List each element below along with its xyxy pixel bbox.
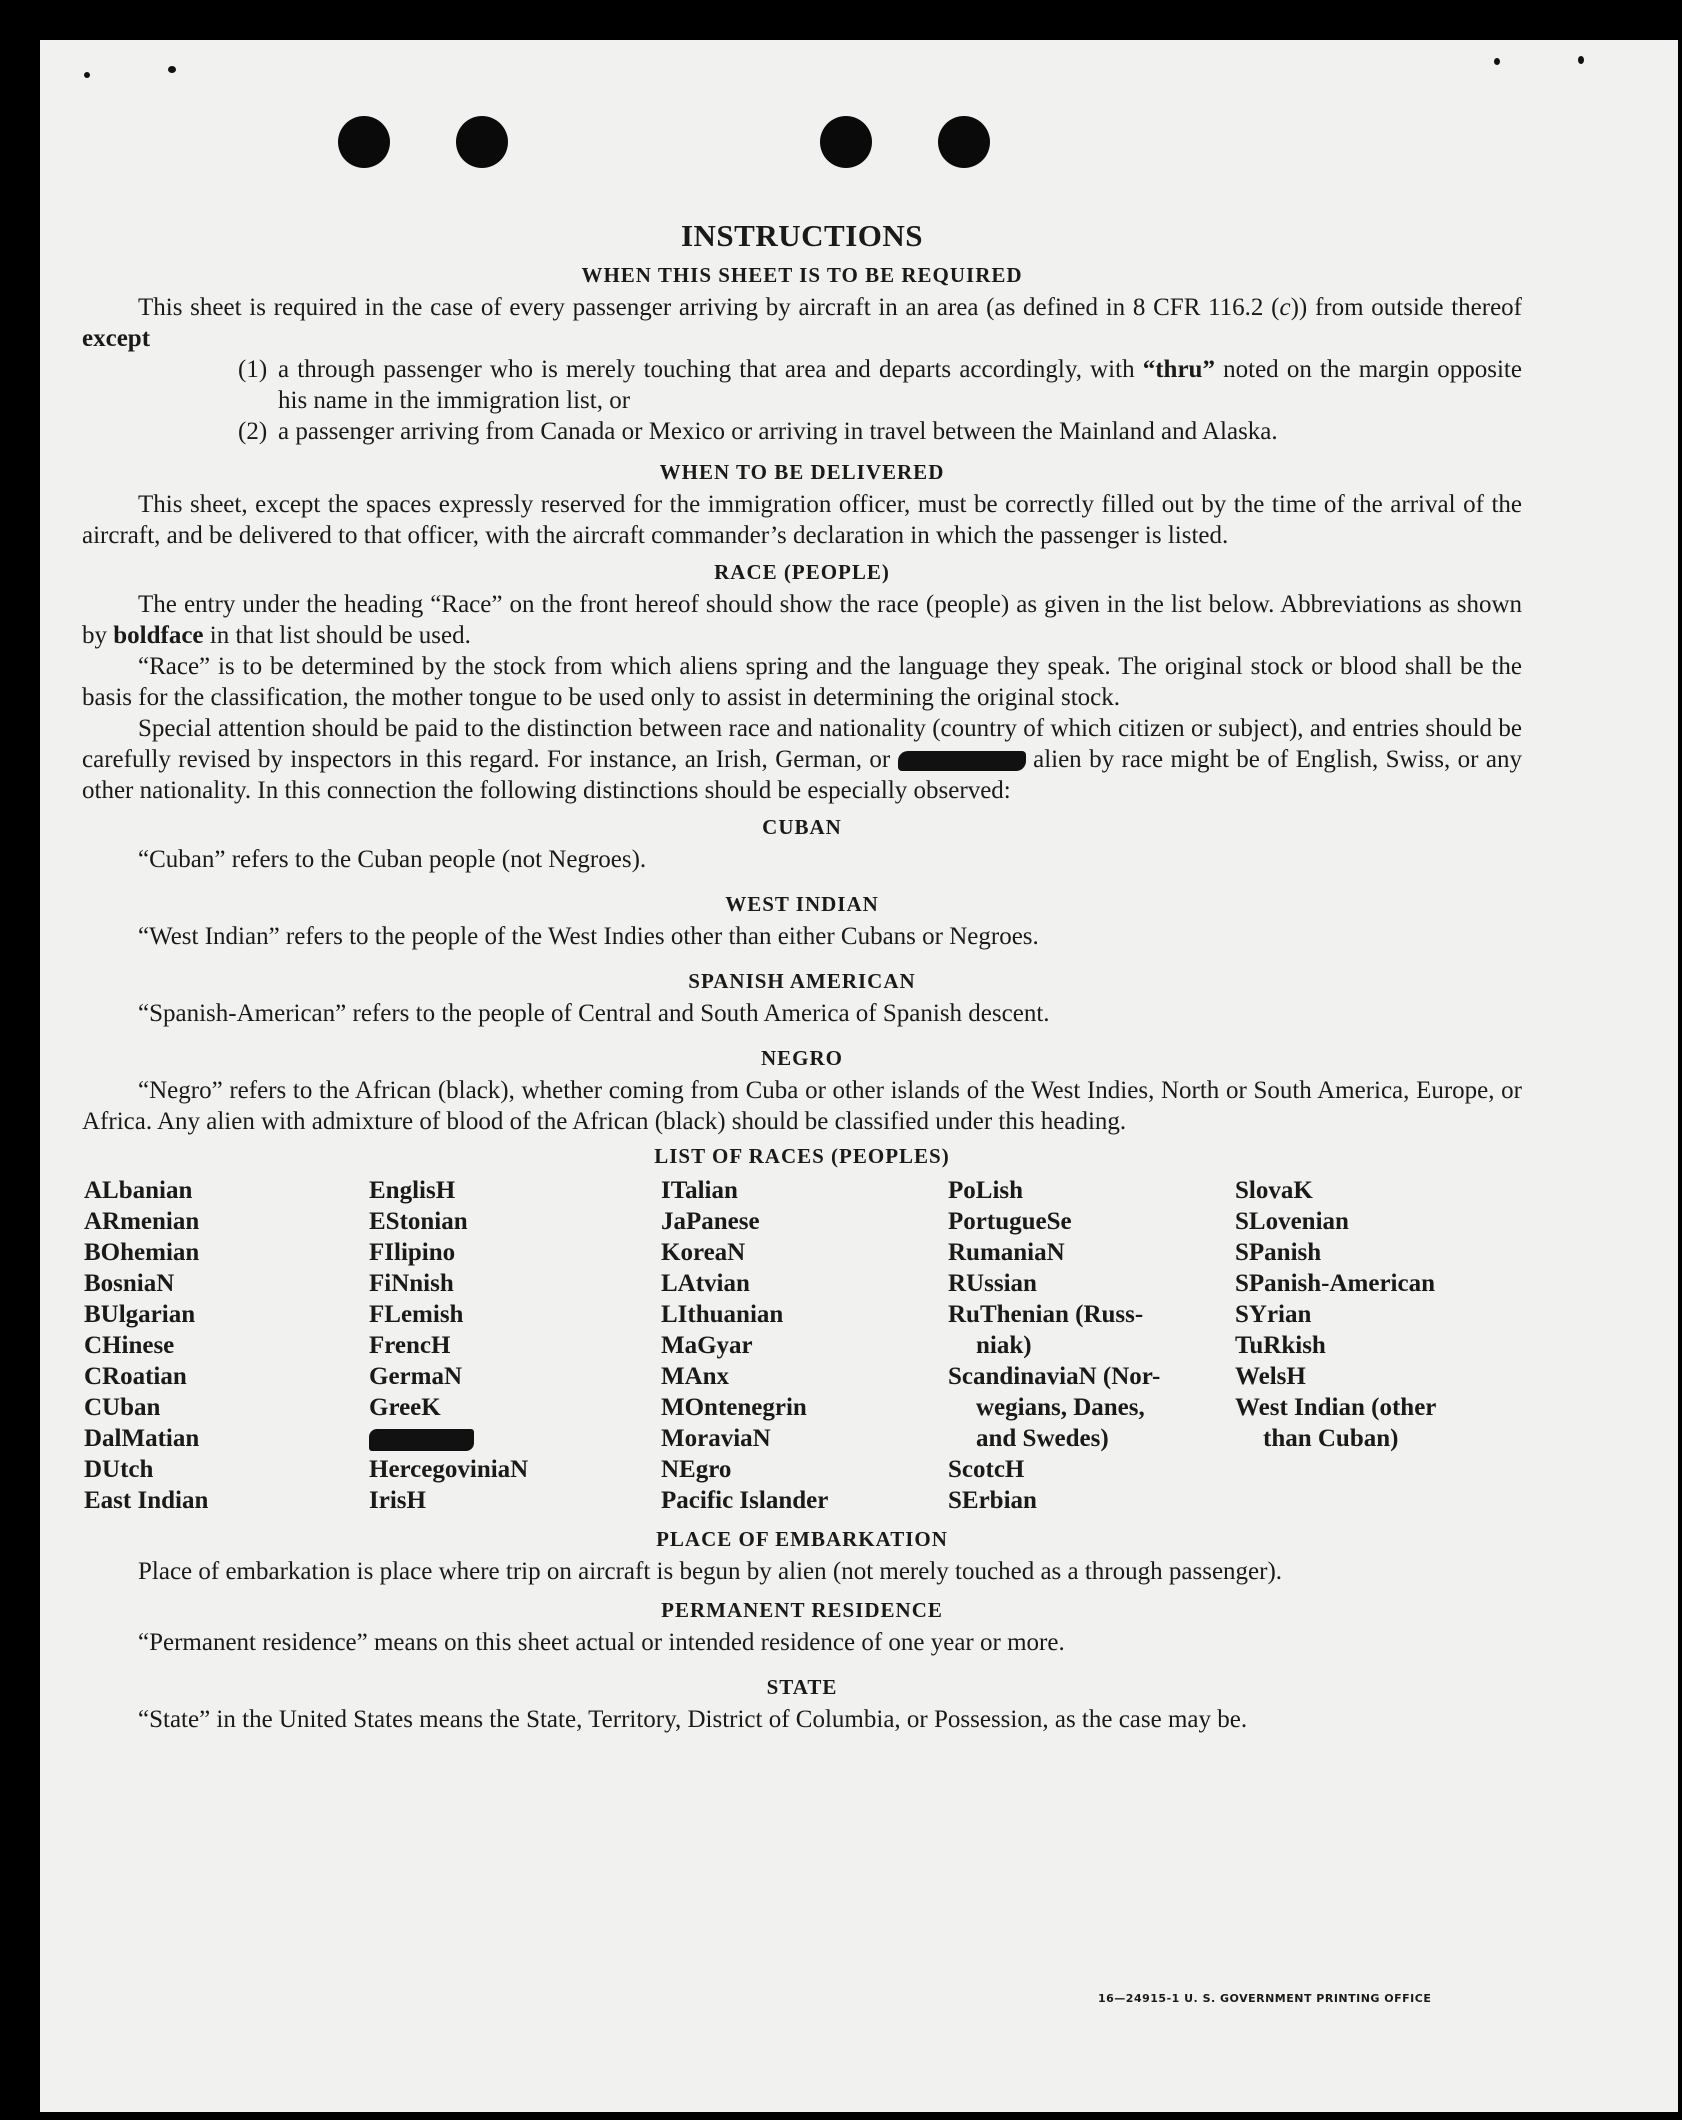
race-entry: CHinese <box>84 1332 175 1359</box>
race-entry: WelsH <box>1235 1363 1306 1390</box>
race-entry: and Swedes) <box>976 1425 1109 1452</box>
race-entry: TuRkish <box>1235 1332 1326 1359</box>
race-entry: GermaN <box>369 1363 463 1390</box>
race-entry: CRoatian <box>84 1363 187 1390</box>
race-entry: DUtch <box>84 1456 154 1483</box>
printer-imprint: 16—24915-1 U. S. GOVERNMENT PRINTING OFFICE <box>1098 1992 1432 2005</box>
race-entry: West Indian (other <box>1235 1394 1437 1421</box>
race-entry: KoreaN <box>661 1239 746 1266</box>
race-entry: BUlgarian <box>84 1301 196 1328</box>
race-entry: ITalian <box>661 1177 738 1204</box>
race-entry: EStonian <box>369 1208 468 1235</box>
race-entry: BosniaN <box>84 1270 175 1297</box>
race-entry: CUban <box>84 1394 161 1421</box>
race-entry: than Cuban) <box>1263 1425 1399 1452</box>
speck <box>168 66 176 73</box>
punch-hole <box>338 116 390 168</box>
race-entry: niak) <box>976 1332 1032 1359</box>
race-entry: PoLish <box>948 1177 1024 1204</box>
speck <box>84 72 90 78</box>
heading-negro: NEGRO <box>760 1046 843 1070</box>
paragraph-west-indian: “West Indian” refers to the people of the West Indies other than either Cubans or Negroes. <box>138 923 1039 950</box>
paragraph-cuban: “Cuban” refers to the Cuban people (not Negroes). <box>138 846 647 873</box>
race-entry: GreeK <box>369 1394 441 1421</box>
race-entry: ScandinaviaN (Nor- <box>948 1363 1161 1390</box>
punch-hole <box>456 116 508 168</box>
paragraph-race-1: The entry under the heading “Race” on the front hereof should show the race (people) as given in the list below. Abbreviations as shown by boldface in that list should be used. <box>82 591 1522 649</box>
race-entry <box>1235 1454 1495 1485</box>
document-page <box>40 40 1678 2112</box>
list-item: (2) a passenger arriving from Canada or Mexico or arriving in travel between the Mainland and Alaska. <box>238 418 1278 445</box>
race-entry: LIthuanian <box>661 1301 784 1328</box>
race-entry: IrisH <box>369 1487 426 1514</box>
race-entry: FrencH <box>369 1332 451 1359</box>
heading-embarkation: PLACE OF EMBARKATION <box>656 1527 948 1551</box>
race-entry: MOntenegrin <box>661 1394 807 1421</box>
race-entry: MaGyar <box>661 1332 753 1359</box>
race-entry: FLemish <box>369 1301 464 1328</box>
paragraph-when-delivered: This sheet, except the spaces expressly reserved for the immigration officer, must be correctly filled out by the time of the arrival of the aircraft, and be delivered to that officer, with the aircraft commander’s declaration in which the passenger is listed. <box>82 491 1522 549</box>
race-entry: RUssian <box>948 1270 1037 1297</box>
race-entry: SlovaK <box>1235 1177 1313 1204</box>
race-entry: NEgro <box>661 1456 732 1483</box>
race-entry: wegians, Danes, <box>976 1394 1145 1421</box>
heading-state: STATE <box>766 1675 838 1699</box>
punch-hole <box>938 116 990 168</box>
page-title: INSTRUCTIONS <box>680 218 923 253</box>
speck <box>1494 58 1500 65</box>
race-entry: JaPanese <box>661 1208 760 1235</box>
race-entry: MAnx <box>661 1363 730 1390</box>
race-entry: RuThenian (Russ- <box>948 1301 1144 1328</box>
race-entry: HercegoviniaN <box>369 1456 529 1483</box>
race-entry <box>1235 1485 1495 1516</box>
paragraph-negro: “Negro” refers to the African (black), whether coming from Cuba or other islands of the West Indies, North or South America, Europe, or Africa. Any alien with admixture of blood of the African (black) should be classified under this heading. <box>82 1077 1522 1135</box>
race-entry: DalMatian <box>84 1425 200 1452</box>
redaction-mark <box>898 751 1026 771</box>
race-entry: Pacific Islander <box>661 1487 829 1514</box>
race-entry: PortugueSe <box>948 1208 1072 1235</box>
race-entry: SPanish <box>1235 1239 1322 1266</box>
race-entry: SErbian <box>948 1487 1037 1514</box>
paragraph-race-2: “Race” is to be determined by the stock from which aliens spring and the language they speak. The original stock or blood shall be the basis for the classification, the mother tongue to be used only to assist in determining the original stock. <box>82 653 1522 711</box>
race-entry: FiNnish <box>369 1270 454 1297</box>
paragraph-spanish-american: “Spanish-American” refers to the people of Central and South America of Spanish descent. <box>138 1000 1050 1027</box>
heading-when-required: WHEN THIS SHEET IS TO BE REQUIRED <box>581 263 1023 287</box>
paragraph-race-3: Special attention should be paid to the distinction between race and nationality (country of which citizen or subject), and entries should be carefully revised by inspectors in this regard. For instance, an Irish, German, or alien by race might be of English, Swiss, or any other nationality. In this connection the following distinctions should be especially observed: <box>82 715 1523 804</box>
heading-cuban: CUBAN <box>762 815 842 839</box>
paragraph-embarkation: Place of embarkation is place where trip on aircraft is begun by alien (not merely touched as a through passenger). <box>138 1558 1283 1585</box>
race-entry: FIlipino <box>369 1239 456 1266</box>
race-entry: SYrian <box>1235 1301 1312 1328</box>
paragraph-when-required: This sheet is required in the case of every passenger arriving by aircraft in an area (as defined in 8 CFR 116.2 (c)) from outside thereof except <box>82 294 1522 352</box>
instructions-body <box>82 180 1522 1735</box>
race-entry: SLovenian <box>1235 1208 1349 1235</box>
race-entry: MoraviaN <box>661 1425 771 1452</box>
heading-when-delivered: WHEN TO BE DELIVERED <box>659 460 945 484</box>
race-entry: ScotcH <box>948 1456 1025 1483</box>
heading-west-indian: WEST INDIAN <box>725 892 879 916</box>
race-entry: RumaniaN <box>948 1239 1065 1266</box>
heading-permanent-residence: PERMANENT RESIDENCE <box>661 1598 943 1622</box>
paragraph-permanent-residence: “Permanent residence” means on this sheet actual or intended residence of one year or more. <box>138 1629 1065 1656</box>
redaction-mark <box>369 1429 474 1451</box>
punch-hole <box>820 116 872 168</box>
speck <box>1578 56 1584 64</box>
heading-race: RACE (PEOPLE) <box>714 560 890 584</box>
race-entry: ARmenian <box>84 1208 200 1235</box>
race-entry: BOhemian <box>84 1239 200 1266</box>
races-list <box>84 1175 1522 1516</box>
race-entry <box>369 1423 661 1454</box>
race-entry: East Indian <box>84 1487 209 1514</box>
heading-list-of-races: LIST OF RACES (PEOPLES) <box>654 1144 950 1168</box>
race-entry: LAtvian <box>661 1270 750 1297</box>
paragraph-state: “State” in the United States means the State, Territory, District of Columbia, or Possession, as the case may be. <box>138 1706 1248 1733</box>
race-entry: EnglisH <box>369 1177 456 1204</box>
race-entry: ALbanian <box>84 1177 193 1204</box>
heading-spanish-american: SPANISH AMERICAN <box>688 969 916 993</box>
list-item: (1) a through passenger who is merely touching that area and departs accordingly, with “thru” noted on the margin opposite his name in the immigration list, or <box>238 356 1522 414</box>
race-entry: SPanish-American <box>1235 1270 1435 1297</box>
